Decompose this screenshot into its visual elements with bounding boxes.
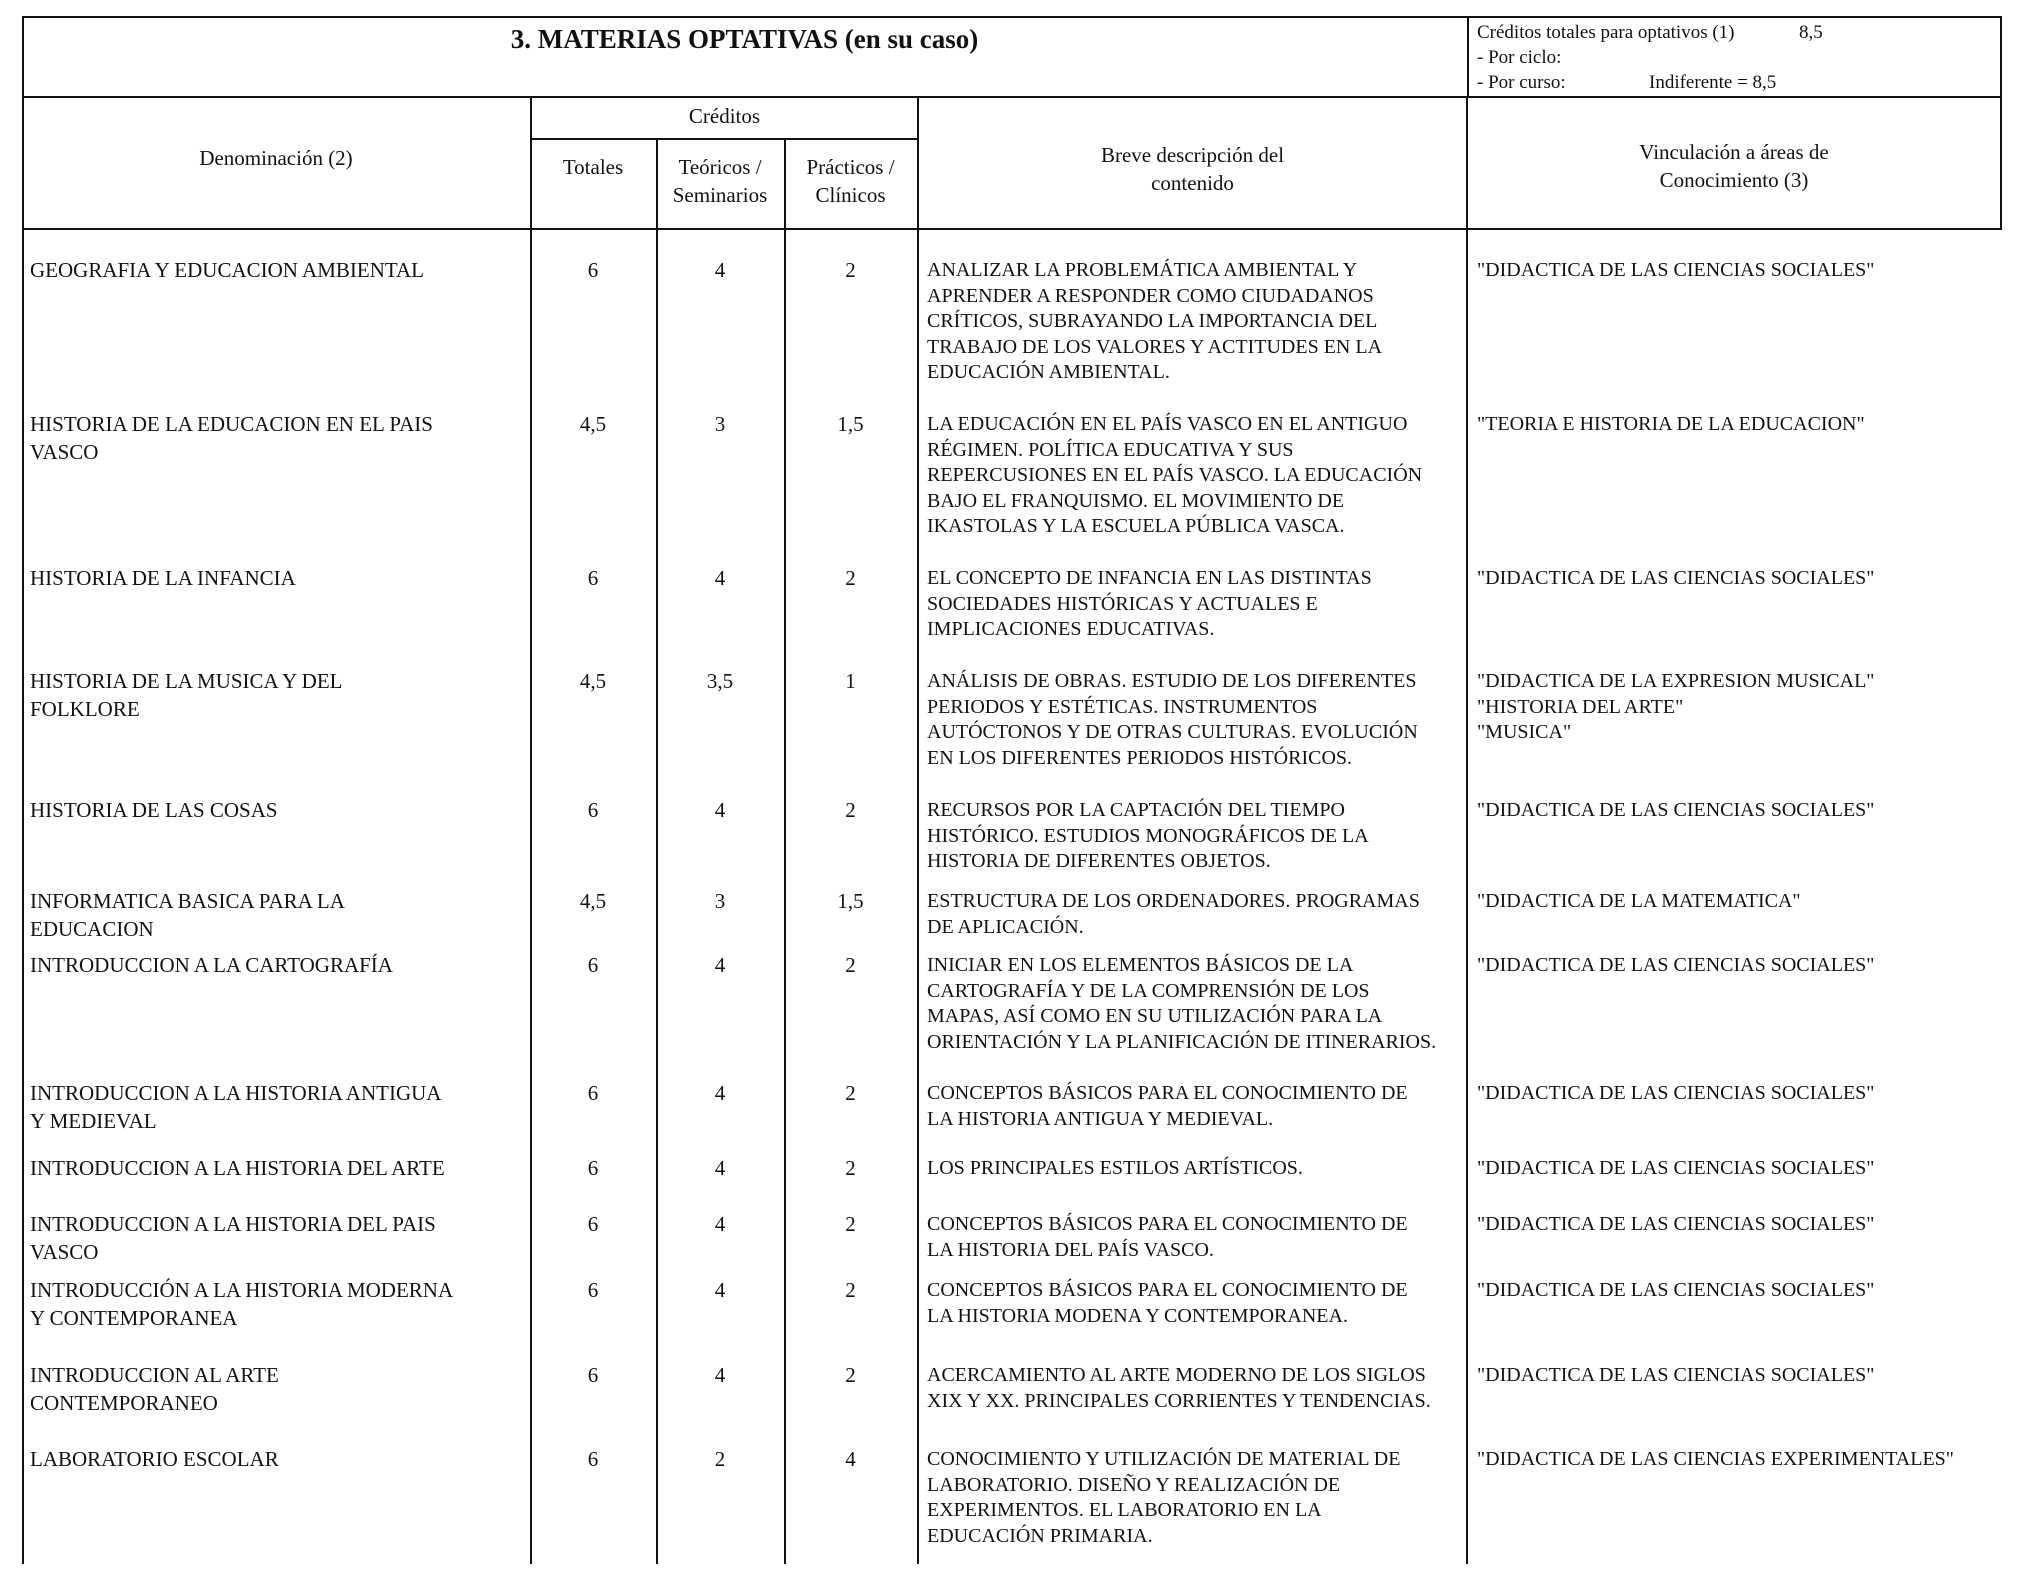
header-teoricos [656,153,784,209]
subject-name-line: INTRODUCCION A LA HISTORIA ANTIGUA [30,1081,442,1105]
header-descripcion-line1: Breve descripción del [1100,143,1285,167]
subject-name [30,564,525,592]
knowledge-area-line: "DIDACTICA DE LAS CIENCIAS SOCIALES" [1477,1213,1875,1235]
subject-description-line: ESTRUCTURA DE LOS ORDENADORES. PROGRAMAS [927,890,1420,912]
credits-practicos: 2 [845,566,856,590]
subject-description-line: ORIENTACIÓN Y LA PLANIFICACIÓN DE ITINERARIOS. [927,1030,1437,1053]
subject-name-line: INTRODUCCION A LA HISTORIA DEL ARTE [30,1156,445,1180]
knowledge-area [1477,1363,1997,1389]
header-teoricos-line2: Seminarios [672,183,768,207]
subject-description-line: EXPERIMENTOS. EL LABORATORIO EN LA [927,1499,1322,1521]
credits-totales: 6 [587,1363,599,1387]
subject-description-line: MAPAS, ASÍ COMO EN SU UTILIZACIÓN PARA LA [927,1005,1383,1027]
header-descripcion [919,141,1466,197]
subject-name-line: INTRODUCCION A LA HISTORIA DEL PAIS [30,1212,436,1236]
por-curso-label: - Por curso: [1477,72,1566,93]
border-right [2000,16,2002,230]
credits-teoricos: 2 [714,1447,726,1471]
knowledge-area-line: "MUSICA" [1477,721,1572,743]
subject-description [927,953,1462,1055]
knowledge-area-line: "HISTORIA DEL ARTE" [1477,695,1684,718]
subject-description-line: APRENDER A RESPONDER COMO CIUDADANOS [927,284,1374,307]
page-title: 3. MATERIAS OPTATIVAS (en su caso) [510,24,979,54]
subject-name-line: Y MEDIEVAL [30,1109,157,1133]
subject-name-line: INFORMATICA BASICA PARA LA [30,889,345,913]
knowledge-area [1477,1278,1997,1304]
border-top [22,16,2002,18]
divider-tot [656,138,658,1564]
credits-teoricos: 4 [714,258,726,282]
subject-name [30,256,525,284]
credits-totales: 6 [587,1156,599,1180]
subject-description-line: CRÍTICOS, SUBRAYANDO LA IMPORTANCIA DEL [927,310,1378,332]
subject-description-line: AUTÓCTONOS Y DE OTRAS CULTURAS. EVOLUCIÓN [927,721,1418,743]
subject-name-line: HISTORIA DE LAS COSAS [30,798,278,822]
subject-name [30,1079,525,1135]
subject-description [927,669,1462,771]
subject-name [30,1445,525,1473]
header-denominacion: Denominación (2) [199,146,353,170]
divider-pra [917,96,919,1564]
credits-totales: 4,5 [579,669,607,693]
subject-name [30,667,525,723]
subject-name [30,410,525,466]
knowledge-area-line: "DIDACTICA DE LAS CIENCIAS SOCIALES" [1477,1082,1875,1104]
credits-teoricos: 3 [714,412,726,436]
credits-practicos: 2 [845,1278,856,1302]
subject-name-line: INTRODUCCION A LA CARTOGRAFÍA [30,953,393,977]
credits-practicos: 2 [845,1363,856,1387]
subject-description-line: ANÁLISIS DE OBRAS. ESTUDIO DE LOS DIFERENTES [927,670,1417,692]
subject-description-line: INICIAR EN LOS ELEMENTOS BÁSICOS DE LA [927,954,1354,976]
knowledge-area-line: "DIDACTICA DE LA MATEMATICA" [1477,890,1801,912]
header-practicos-line2: Clínicos [815,183,886,207]
subject-name-line: EDUCACION [30,917,154,941]
knowledge-area [1477,669,1997,746]
credits-practicos: 1,5 [837,412,864,436]
header-totales: Totales [562,155,624,179]
divider-teo [784,138,786,1564]
credits-teoricos: 4 [714,566,726,590]
subject-description [927,412,1462,540]
por-ciclo-label: - Por ciclo: [1477,47,1562,68]
header-creditos: Créditos [688,104,761,128]
subject-description-line: DE APLICACIÓN. [927,915,1084,938]
subject-description-line: HISTÓRICO. ESTUDIOS MONOGRÁFICOS DE LA [927,824,1369,847]
subject-name-line: INTRODUCCION AL ARTE [30,1363,279,1387]
subject-description [927,1363,1462,1414]
credits-practicos: 2 [845,798,856,822]
credits-teoricos: 4 [714,1156,726,1180]
credits-totales: 6 [587,566,599,590]
subject-name-line: VASCO [30,440,99,464]
subject-description-line: EDUCACIÓN PRIMARIA. [927,1524,1153,1547]
subject-description-line: LABORATORIO. DISEÑO Y REALIZACIÓN DE [927,1473,1341,1496]
credits-practicos: 2 [845,1212,856,1236]
credits-totales: 6 [587,1447,599,1471]
divider-creditos-sub [530,138,919,140]
knowledge-area-line: "TEORIA E HISTORIA DE LA EDUCACION" [1477,413,1865,435]
credits-teoricos: 3,5 [706,669,734,693]
subject-description-line: LOS PRINCIPALES ESTILOS ARTÍSTICOS. [927,1157,1303,1179]
subject-description-line: CONCEPTOS BÁSICOS PARA EL CONOCIMIENTO DE [927,1279,1408,1301]
credits-totales: 6 [587,953,599,977]
knowledge-area [1477,1156,1997,1182]
subject-name [30,1276,525,1332]
subject-name-line: CONTEMPORANEO [30,1391,218,1415]
header-teoricos-line1: Teóricos / [678,155,762,179]
subject-description-line: EN LOS DIFERENTES PERIODOS HISTÓRICOS. [927,746,1353,769]
subject-description [927,889,1462,940]
credits-total-label: Créditos totales para optativos (1) [1477,22,1735,43]
header-vinculacion-line1: Vinculación a áreas de [1639,140,1829,164]
subject-name-line: VASCO [30,1240,99,1264]
header-practicos-line1: Prácticos / [806,155,895,179]
subject-description-line: CONCEPTOS BÁSICOS PARA EL CONOCIMIENTO DE [927,1082,1408,1104]
knowledge-area-line: "DIDACTICA DE LA EXPRESION MUSICAL" [1477,670,1875,692]
credits-practicos: 1,5 [837,889,864,913]
header-vinculacion [1468,138,2000,194]
credits-teoricos: 4 [714,1363,726,1387]
subject-description-line: LA HISTORIA ANTIGUA Y MEDIEVAL. [927,1107,1274,1130]
subject-description-line: IMPLICACIONES EDUCATIVAS. [927,618,1215,640]
subject-description-line: EDUCACIÓN AMBIENTAL. [927,361,1170,383]
subject-description-line: SOCIEDADES HISTÓRICAS Y ACTUALES E [927,592,1318,615]
subject-description-line: RECURSOS POR LA CAPTACIÓN DEL TIEMPO [927,799,1345,821]
header-descripcion-line2: contenido [1151,171,1234,195]
divider-desc [1466,96,1468,1564]
credits-teoricos: 3 [714,889,726,913]
subject-name-line: Y CONTEMPORANEA [30,1306,238,1330]
subject-description-line: IKASTOLAS Y LA ESCUELA PÚBLICA VASCA. [927,515,1345,537]
subject-description-line: REPERCUSIONES EN EL PAÍS VASCO. LA EDUCACIÓN [927,464,1423,486]
subject-name [30,1154,525,1182]
knowledge-area-line: "DIDACTICA DE LAS CIENCIAS SOCIALES" [1477,1157,1875,1179]
knowledge-area-line: "DIDACTICA DE LAS CIENCIAS EXPERIMENTALES" [1477,1448,1954,1470]
subject-description [927,1447,1462,1549]
credits-teoricos: 4 [714,1081,726,1105]
knowledge-area [1477,566,1997,592]
document-page [22,16,2002,1564]
knowledge-area-line: "DIDACTICA DE LAS CIENCIAS SOCIALES" [1477,799,1875,821]
credits-info [1477,20,1937,95]
subject-description-line: PERIODOS Y ESTÉTICAS. INSTRUMENTOS [927,695,1318,718]
subject-name [30,887,525,943]
divider-den [530,96,532,1564]
subject-name-line: FOLKLORE [30,697,140,721]
subject-description-line: LA EDUCACIÓN EN EL PAÍS VASCO EN EL ANTIGUO [927,413,1408,435]
credits-practicos: 2 [845,1156,856,1180]
knowledge-area [1477,258,1997,284]
knowledge-area [1477,1212,1997,1238]
header-practicos [784,153,917,209]
credits-totales: 6 [587,1081,599,1105]
credits-totales: 6 [587,798,599,822]
subject-description-line: BAJO EL FRANQUISMO. EL MOVIMIENTO DE [927,489,1345,512]
subject-description-line: ANALIZAR LA PROBLEMÁTICA AMBIENTAL Y [927,259,1358,281]
subject-description [927,1081,1462,1132]
subject-name [30,1210,525,1266]
subject-description [927,798,1462,875]
subject-description-line: RÉGIMEN. POLÍTICA EDUCATIVA Y SUS [927,438,1294,461]
knowledge-area-line: "DIDACTICA DE LAS CIENCIAS SOCIALES" [1477,259,1875,281]
knowledge-area [1477,1447,1997,1473]
credits-totales: 6 [587,1212,599,1236]
subject-description [927,1156,1462,1182]
knowledge-area-line: "DIDACTICA DE LAS CIENCIAS SOCIALES" [1477,567,1875,589]
knowledge-area [1477,798,1997,824]
knowledge-area [1477,953,1997,979]
knowledge-area-line: "DIDACTICA DE LAS CIENCIAS SOCIALES" [1477,954,1875,976]
divider-header-bottom [22,228,2002,230]
subject-description-line: TRABAJO DE LOS VALORES Y ACTITUDES EN LA [927,335,1383,358]
subject-description [927,1278,1462,1329]
credits-total-value: 8,5 [1799,22,1823,43]
knowledge-area-line: "DIDACTICA DE LAS CIENCIAS SOCIALES" [1477,1279,1875,1301]
subject-name-line: INTRODUCCIÓN A LA HISTORIA MODERNA [30,1278,454,1302]
divider-title-bottom [22,96,2002,98]
subject-name [30,1361,525,1417]
subject-name-line: HISTORIA DE LA INFANCIA [30,566,296,590]
subject-name [30,951,525,979]
subject-description [927,566,1462,643]
knowledge-area-line: "DIDACTICA DE LAS CIENCIAS SOCIALES" [1477,1364,1875,1386]
credits-totales: 6 [587,258,599,282]
header-vinculacion-line2: Conocimiento (3) [1659,168,1809,192]
subject-description-line: CONCEPTOS BÁSICOS PARA EL CONOCIMIENTO DE [927,1213,1408,1235]
divider-title-credits [1467,16,1469,96]
subject-name-line: GEOGRAFIA Y EDUCACION AMBIENTAL [30,258,425,282]
subject-name-line: LABORATORIO ESCOLAR [30,1447,279,1471]
subject-description-line: CONOCIMIENTO Y UTILIZACIÓN DE MATERIAL DE [927,1448,1401,1470]
subject-name [30,796,525,824]
credits-practicos: 2 [845,1081,856,1105]
credits-teoricos: 4 [714,798,726,822]
knowledge-area [1477,412,1997,438]
credits-totales: 6 [587,1278,599,1302]
credits-teoricos: 4 [714,953,726,977]
credits-totales: 4,5 [579,889,607,913]
subject-description-line: CARTOGRAFÍA Y DE LA COMPRENSIÓN DE LOS [927,979,1370,1002]
credits-teoricos: 4 [714,1278,726,1302]
knowledge-area [1477,889,1997,915]
subject-description-line: XIX Y XX. PRINCIPALES CORRIENTES Y TENDENCIAS. [927,1389,1431,1412]
subject-description-line: EL CONCEPTO DE INFANCIA EN LAS DISTINTAS [927,567,1372,589]
subject-description-line: LA HISTORIA MODENA Y CONTEMPORANEA. [927,1304,1348,1327]
credits-practicos: 2 [845,953,856,977]
subject-description-line: HISTORIA DE DIFERENTES OBJETOS. [927,850,1271,872]
credits-practicos: 4 [845,1447,856,1471]
subject-description [927,258,1462,386]
subject-description-line: LA HISTORIA DEL PAÍS VASCO. [927,1238,1214,1261]
por-curso-value: Indiferente = 8,5 [1649,72,1777,93]
subject-description [927,1212,1462,1263]
credits-totales: 4,5 [579,412,607,436]
credits-teoricos: 4 [714,1212,726,1236]
credits-practicos: 2 [845,258,856,282]
subject-name-line: HISTORIA DE LA MUSICA Y DEL [30,669,343,693]
subject-name-line: HISTORIA DE LA EDUCACION EN EL PAIS [30,412,433,436]
border-left [22,16,24,1564]
knowledge-area [1477,1081,1997,1107]
credits-practicos: 1 [845,669,856,693]
subject-description-line: ACERCAMIENTO AL ARTE MODERNO DE LOS SIGLOS [927,1364,1426,1386]
